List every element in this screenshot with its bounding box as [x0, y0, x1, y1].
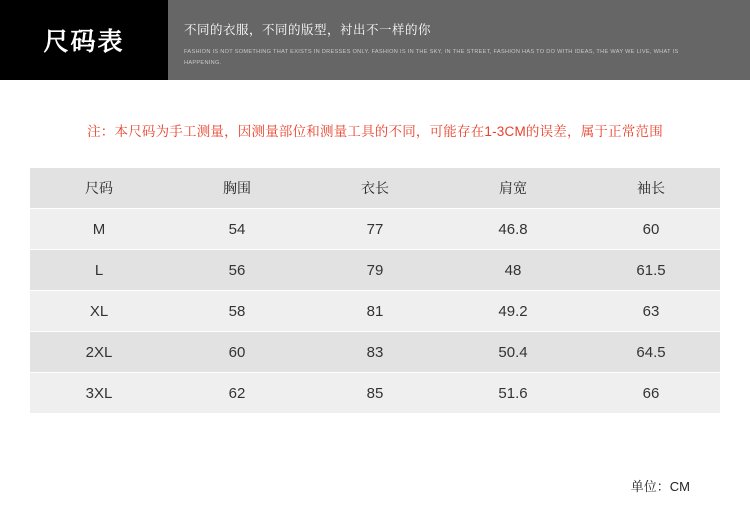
table-cell-sleeve: 61.5 — [582, 250, 720, 291]
table-cell-bust: 56 — [168, 250, 306, 291]
table-cell-length: 77 — [306, 209, 444, 250]
table-cell-size: 3XL — [30, 373, 168, 414]
table-row — [30, 373, 720, 414]
table-cell-length: 85 — [306, 373, 444, 414]
table-cell-shoulder: 50.4 — [444, 332, 582, 373]
table-cell-sleeve: 60 — [582, 209, 720, 250]
table-row — [30, 250, 720, 291]
table-header-cell: 肩宽 — [444, 168, 582, 209]
measurement-note: 注：本尺码为手工测量，因测量部位和测量工具的不同，可能存在1-3CM的误差，属于正常范围 — [87, 124, 663, 139]
table-cell-size: M — [30, 209, 168, 250]
header-subtitle: 不同的衣服，不同的版型，衬出不一样的你 — [184, 23, 432, 37]
header-title-badge — [0, 0, 168, 80]
size-table — [30, 168, 720, 414]
table-cell-bust: 62 — [168, 373, 306, 414]
table-cell-bust: 54 — [168, 209, 306, 250]
table-header-row — [30, 168, 720, 209]
table-cell-bust: 60 — [168, 332, 306, 373]
table-header-cell: 胸围 — [168, 168, 306, 209]
header-english-caption: FASHION IS NOT SOMETHING THAT EXISTS IN DRESSES ONLY. FASHION IS IN THE SKY, IN THE STREET, FASHION HAS TO DO WITH IDEAS, THE WAY WE LIVE, WHAT IS HAPPENING. — [184, 49, 679, 66]
table-row — [30, 209, 720, 250]
size-table-wrapper — [30, 168, 720, 414]
table-cell-sleeve: 63 — [582, 291, 720, 332]
table-cell-sleeve: 66 — [582, 373, 720, 414]
table-cell-length: 83 — [306, 332, 444, 373]
table-cell-size: L — [30, 250, 168, 291]
table-cell-length: 81 — [306, 291, 444, 332]
table-row — [30, 291, 720, 332]
table-cell-shoulder: 49.2 — [444, 291, 582, 332]
page-title: 尺码表 — [43, 28, 125, 56]
table-header-cell: 衣长 — [306, 168, 444, 209]
unit-label: 单位：CM — [630, 479, 690, 494]
table-header-cell: 袖长 — [582, 168, 720, 209]
table-cell-shoulder: 48 — [444, 250, 582, 291]
table-cell-shoulder: 51.6 — [444, 373, 582, 414]
table-cell-shoulder: 46.8 — [444, 209, 582, 250]
table-cell-bust: 58 — [168, 291, 306, 332]
table-cell-sleeve: 64.5 — [582, 332, 720, 373]
table-cell-size: XL — [30, 291, 168, 332]
header-banner — [0, 0, 750, 80]
header-text-block — [168, 0, 750, 80]
table-cell-size: 2XL — [30, 332, 168, 373]
table-row — [30, 332, 720, 373]
table-cell-length: 79 — [306, 250, 444, 291]
table-header-cell: 尺码 — [30, 168, 168, 209]
